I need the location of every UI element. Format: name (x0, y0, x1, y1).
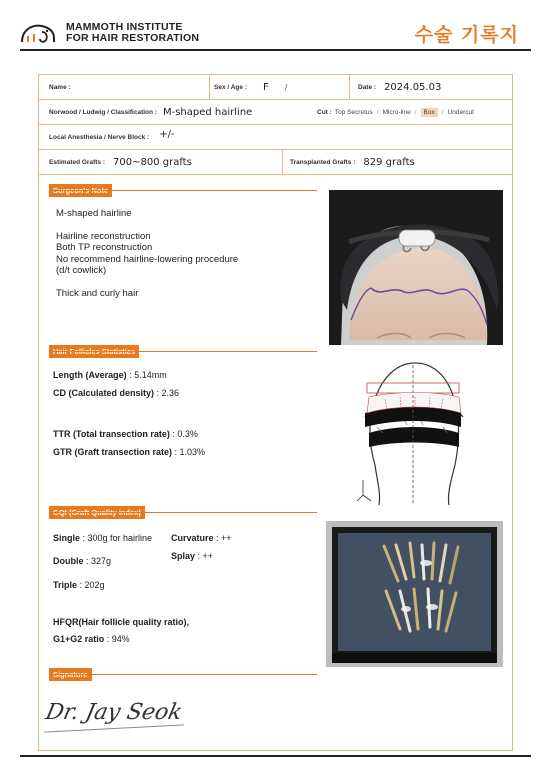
curvature-stat: Curvature : ++ (171, 533, 232, 543)
hairline-photo (329, 190, 503, 345)
row-grafts (39, 150, 512, 175)
cut-option-micro-line[interactable]: Micro-line (382, 108, 411, 116)
signature-rule (49, 674, 317, 675)
transplanted-grafts-label: Transplanted Grafts : (290, 158, 356, 166)
cut-option-box-selected[interactable]: Box (421, 108, 438, 117)
anesthesia-value[interactable]: +/- (159, 128, 175, 140)
age-separator: / (284, 82, 288, 92)
cut-option-top-secretus[interactable]: Top Secretus (334, 108, 373, 116)
single-stat: Single : 300g for hairline (53, 533, 153, 543)
header-divider (20, 49, 531, 51)
logo-line-2: FOR HAIR RESTORATION (66, 32, 200, 44)
length-stat: Length (Average) : 5.14mm (53, 370, 167, 380)
estimated-grafts-label: Estimated Grafts : (49, 158, 105, 166)
row-classification-cut: Norwood / Ludwig / Classification : M-shaped hairline Cut : Top Secretus / Micro-line / Box / Undercut (39, 100, 512, 125)
row-anesthesia (39, 125, 512, 150)
note-line: Thick and curly hair (56, 287, 139, 299)
gqi-rule (49, 512, 317, 513)
date-label: Date : (358, 83, 377, 91)
hfqr-stat: HFQR(Hair follicle quality ratio), (53, 617, 190, 627)
cut-label: Cut : (317, 108, 332, 116)
classification-label: Norwood / Ludwig / Classification : (49, 108, 157, 116)
cut-option-undercut[interactable]: Undercut (447, 108, 474, 116)
ttr-stat: TTR (Total transection rate) : 0.3% (53, 429, 198, 439)
graft-microscope-photo (326, 521, 503, 667)
logo-line-1: MAMMOTH INSTITUTE (66, 21, 183, 33)
note-line: No recommend hairline-lowering procedure (56, 253, 239, 265)
surgeons-note-text (56, 208, 238, 299)
splay-stat: Splay : ++ (171, 551, 214, 561)
note-line: (d/t cowlick) (56, 265, 107, 276)
classification-value[interactable]: M-shaped hairline (162, 106, 253, 118)
triple-stat: Triple : 202g (53, 580, 105, 590)
name-label: Name : (49, 83, 71, 91)
date-value[interactable]: 2024.05.03 (384, 81, 442, 93)
row-name-sex-date (39, 75, 512, 100)
g1g2-stat: G1+G2 ratio : 94% (53, 634, 130, 644)
donor-area-diagram (355, 355, 470, 505)
sex-age-label: Sex / Age : (214, 83, 247, 91)
record-form (38, 74, 513, 751)
institute-logo (20, 22, 199, 44)
transplanted-grafts-value[interactable]: 829 grafts (363, 156, 415, 168)
surgeons-note-rule (49, 190, 317, 191)
note-line: Hairline reconstruction (56, 230, 151, 242)
anesthesia-label: Local Anesthesia / Nerve Block : (49, 133, 150, 141)
note-line: Both TP reconstruction (56, 242, 153, 253)
note-line: M-shaped hairline (56, 208, 132, 219)
document-title: 수술 기록지 (414, 24, 519, 46)
double-stat: Double : 327g (53, 556, 112, 566)
gtr-stat: GTR (Graft transection rate) : 1.03% (53, 447, 206, 457)
follicle-stats-rule (49, 351, 317, 352)
estimated-grafts-value[interactable]: 700~800 grafts (113, 156, 192, 168)
cd-stat: CD (Calculated density) : 2.36 (53, 388, 180, 398)
sex-value[interactable]: F (263, 81, 269, 93)
footer-divider (20, 755, 531, 757)
doctor-signature: Dr. Jay Seok (43, 700, 185, 725)
mammoth-logo-icon (20, 22, 60, 44)
